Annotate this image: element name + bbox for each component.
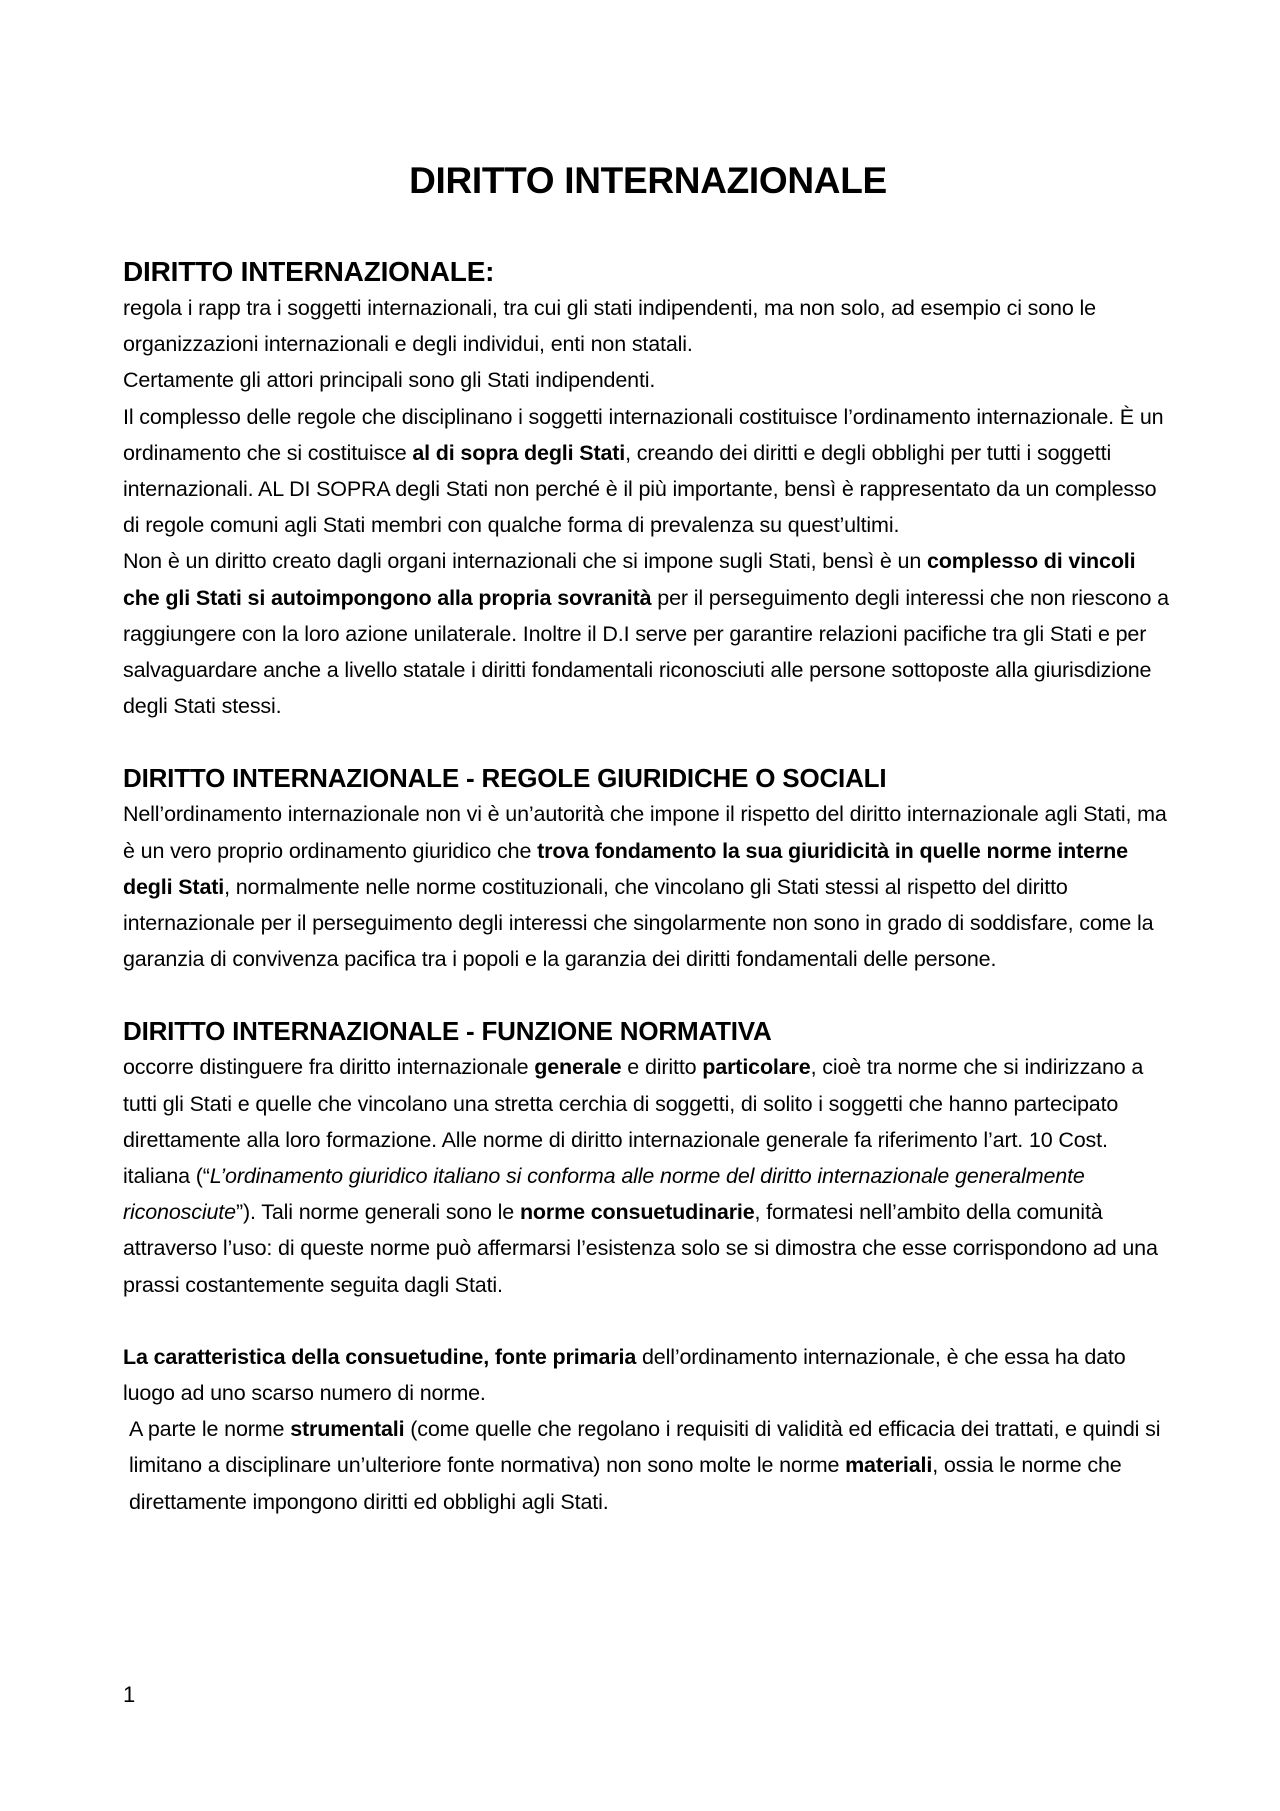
document-content: [123, 150, 1173, 1520]
bold-text: norme consuetudinarie: [519, 1200, 755, 1225]
text-run: Nell’ordinamento internazionale non vi è un’autorità che impone il rispetto del diritto internazionale agli Stati, ma è un vero proprio ordinamento giuridico che: [123, 802, 1167, 863]
bold-text: particolare: [702, 1055, 811, 1080]
paragraph: [123, 290, 1173, 362]
paragraph: [123, 1339, 1173, 1411]
text-run: ”). Tali norme generali sono le: [235, 1200, 520, 1225]
text-run: Il complesso delle regole che disciplinano i soggetti internazionali costituisce l’ordinamento internazionale. È un ordinamento che si costituisce: [123, 404, 1164, 465]
document-title: DIRITTO INTERNAZIONALE: [409, 160, 887, 201]
page-number: 1: [123, 1682, 136, 1707]
bold-text: strumentali: [290, 1417, 405, 1442]
italic-quote: L’ordinamento giuridico italiano si conforma alle norme del diritto internazionale generalmente riconosciute: [123, 1164, 1085, 1225]
text-run: , ossia le norme che direttamente impongono diritti ed obblighi agli Stati.: [129, 1453, 1122, 1514]
bold-text: La caratteristica della consuetudine, fonte primaria: [123, 1344, 637, 1369]
paragraph: [123, 796, 1173, 977]
bold-text: complesso di vincoli che gli Stati si autoimpongono alla propria sovranità: [123, 549, 1136, 610]
text-run: occorre distinguere fra diritto internazionale: [123, 1055, 535, 1080]
section-heading: DIRITTO INTERNAZIONALE - REGOLE GIURIDICHE O SOCIALI: [123, 763, 887, 794]
paragraph: [123, 399, 1173, 544]
text-run: , creando dei diritti e degli obblighi per tutti i soggetti internazionali. AL DI SOPRA degli Stati non perché è il più importante, bensì è rappresentato da un complesso di regole comuni agli Stati membri con qualche forma di prevalenza su quest’ultimi.: [123, 440, 1157, 538]
text-run: , normalmente nelle norme costituzionali, che vincolano gli Stati stessi al rispetto del diritto internazionale per il perseguimento degli interessi che singolarmente non sono in grado di soddisfare, come la garanzia di convivenza pacifica tra i popoli e la garanzia dei diritti fondamentali delle persone.: [123, 874, 1154, 972]
bold-text: al di sopra degli Stati: [412, 440, 626, 465]
text-run: e diritto: [621, 1055, 703, 1080]
paragraph: [123, 362, 1173, 398]
text-run: dell’ordinamento internazionale, è che essa ha dato luogo ad uno scarso numero di norme.: [123, 1344, 1126, 1406]
section-regole-giuridiche: [123, 760, 1173, 977]
paragraph: [123, 543, 1173, 724]
text-run: Certamente gli attori principali sono gli Stati indipendenti.: [123, 368, 656, 393]
paragraph: [123, 1411, 1173, 1520]
text-run: (come quelle che regolano i requisiti di validità ed efficacia dei trattati, e quindi si limitano a disciplinare un’ulteriore fonte normativa) non sono molte le norme: [129, 1417, 1161, 1478]
section-heading: DIRITTO INTERNAZIONALE:: [123, 256, 495, 287]
text-run: regola i rapp tra i soggetti internazionali, tra cui gli stati indipendenti, ma non solo, ad esempio ci sono le organizzazioni internazionali e degli individui, enti non statali.: [123, 296, 1096, 357]
text-run: A parte le norme: [129, 1417, 291, 1442]
bold-text: trova fondamento la sua giuridicità in quelle norme interne degli Stati: [123, 838, 1128, 899]
paragraph: [123, 1049, 1173, 1302]
text-run: per il perseguimento degli interessi che non riescono a raggiungere con la loro azione unilaterale. Inoltre il D.I serve per garantire relazioni pacifiche tra gli Stati e per salvaguardare anche a livello statale i diritti fondamentali riconosciuti alle persone sottoposte alla giurisdizione degli Stati stessi.: [123, 585, 1169, 719]
text-run: , cioè tra norme che si indirizzano a tutti gli Stati e quelle che vincolano una stretta cerchia di soggetti, di solito i soggetti che hanno partecipato direttamente alla loro formazione. Alle norme di diritto internazionale generale fa riferimento l’art. 10 Cost. italiana (“: [123, 1055, 1144, 1189]
text-run: , formatesi nell’ambito della comunità attraverso l’uso: di queste norme può affermarsi l’esistenza solo se si dimostra che esse corrispondono ad una prassi costantemente seguita dagli Stati.: [123, 1200, 1158, 1297]
section-funzione-normativa: [123, 1013, 1173, 1519]
bold-text: generale: [534, 1055, 622, 1080]
section-heading: DIRITTO INTERNAZIONALE - FUNZIONE NORMATIVA: [123, 1016, 772, 1047]
text-run: Non è un diritto creato dagli organi internazionali che si impone sugli Stati, bensì è un: [123, 549, 927, 574]
bold-text: materiali: [845, 1453, 933, 1478]
section-introduzione: [123, 254, 1173, 724]
